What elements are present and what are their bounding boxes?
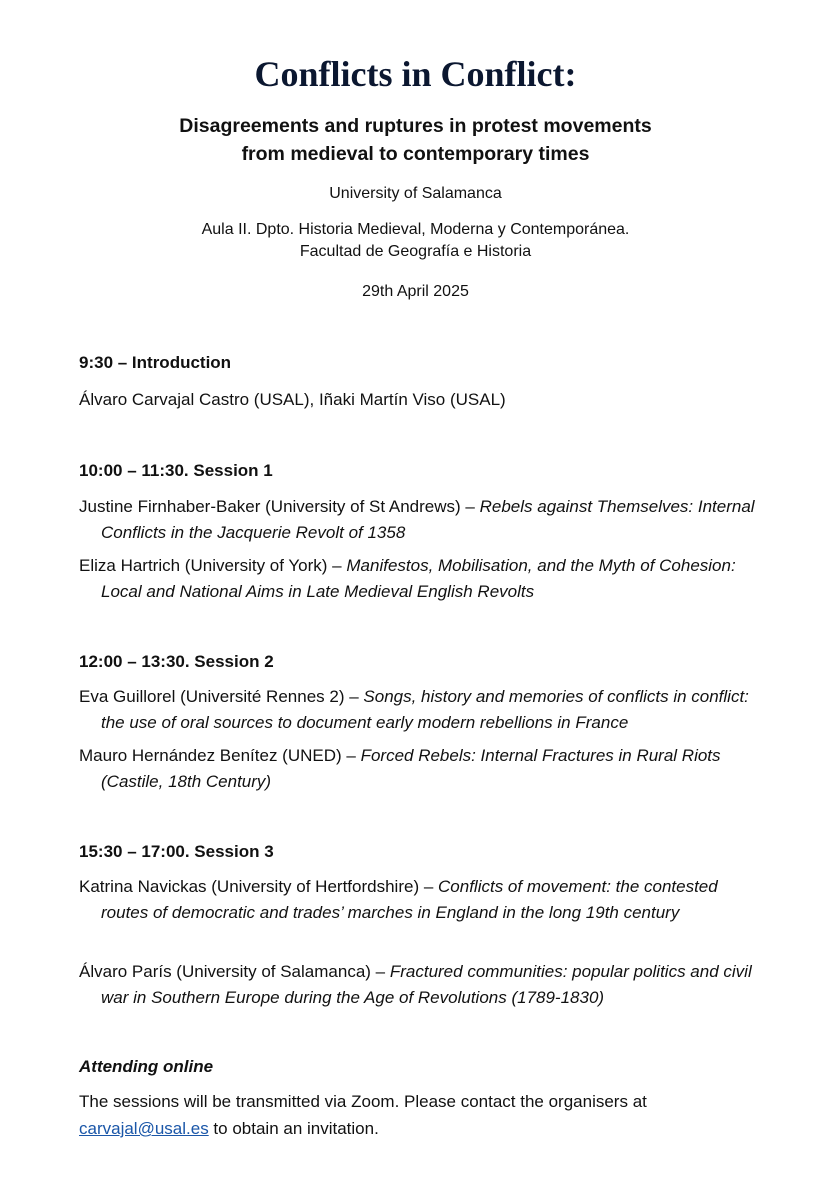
session-1-talk-2 [79, 553, 755, 605]
online-text-before: The sessions will be transmitted via Zoom. Please contact the organisers at [79, 1092, 647, 1111]
institution: University of Salamanca [329, 185, 502, 202]
intro-heading: 9:30 – Introduction [79, 353, 232, 372]
online-heading: Attending online [79, 1057, 214, 1076]
talk-title: Songs, history and memories of conflicts in conflict: the use of oral sources to document early modern rebellions in France [101, 687, 749, 732]
online-text-after: to obtain an invitation. [208, 1119, 379, 1138]
talk-speaker: Justine Firnhaber-Baker (University of St Andrews) – [79, 497, 480, 516]
online-paragraph [79, 1088, 759, 1142]
session-3-talk-2 [79, 959, 755, 1011]
intro-speakers: Álvaro Carvajal Castro (USAL), Iñaki Martín Viso (USAL) [79, 390, 506, 409]
talk-speaker: Mauro Hernández Benítez (UNED) – [79, 746, 361, 765]
email-link[interactable]: carvajal@usal.es [79, 1119, 209, 1138]
subtitle-line-2: from medieval to contemporary times [241, 143, 590, 165]
talk-title: Fractured communities: popular politics and civil war in Southern Europe during the Age of Revolutions (1789-1830) [101, 962, 752, 1007]
talk-speaker: Álvaro París (University of Salamanca) – [79, 962, 390, 981]
session-2-heading: 12:00 – 13:30. Session 2 [79, 652, 274, 671]
venue-line-2: Facultad de Geografía e Historia [299, 243, 532, 260]
session-1-heading: 10:00 – 11:30. Session 1 [79, 461, 273, 480]
session-1-talk-1 [79, 494, 755, 546]
session-3-talk-1 [79, 874, 755, 926]
page-title: Conflicts in Conflict: [254, 54, 577, 94]
venue-line-1: Aula II. Dpto. Historia Medieval, Moderna y Contemporánea. [201, 221, 630, 238]
session-2-talk-2 [79, 743, 755, 795]
talk-title: Conflicts of movement: the contested routes of democratic and trades’ marches in England in the long 19th century [101, 877, 718, 922]
talk-title: Forced Rebels: Internal Fractures in Rural Riots (Castile, 18th Century) [101, 746, 721, 791]
subtitle [0, 112, 831, 168]
talk-speaker: Eva Guillorel (Université Rennes 2) – [79, 687, 364, 706]
talk-speaker: Katrina Navickas (University of Hertfordshire) – [79, 877, 439, 896]
session-3-heading: 15:30 – 17:00. Session 3 [79, 842, 274, 861]
subtitle-line-1: Disagreements and ruptures in protest movements [179, 115, 652, 137]
event-date: 29th April 2025 [362, 283, 469, 300]
session-2-talk-1 [79, 684, 755, 736]
talk-title: Rebels against Themselves: Internal Conflicts in the Jacquerie Revolt of 1358 [101, 497, 755, 542]
talk-title: Manifestos, Mobilisation, and the Myth of Cohesion: Local and National Aims in Late Medieval English Revolts [101, 556, 736, 601]
venue [0, 219, 831, 263]
talk-speaker: Eliza Hartrich (University of York) – [79, 556, 347, 575]
